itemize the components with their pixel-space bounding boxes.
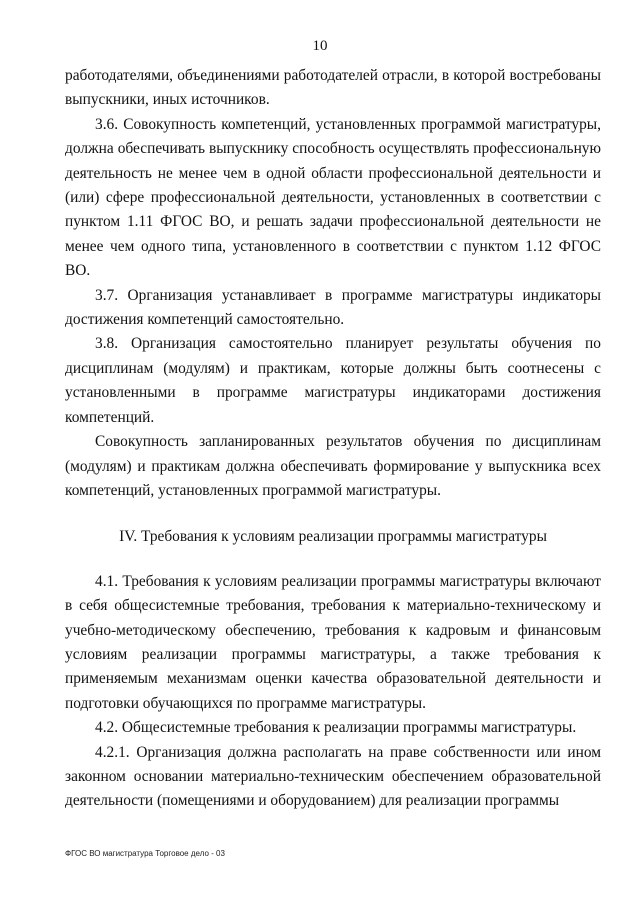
page-footer: ФГОС ВО магистратура Торговое дело - 03 [65,849,225,858]
paragraph-3-7: 3.7. Организация устанавливает в программе магистратуры индикаторы достижения компетенций самостоятельно. [65,286,601,329]
paragraph-3-6: 3.6. Совокупность компетенций, установленных программой магистратуры, должна обеспечивать выпускнику способность осуществлять профессиональную деятельность не менее чем в одной области профессиональной деятельности и (или) сфере профессиональной деятельности, установленных в соответствии с пунктом 1.11 ФГОС ВО, и решать задачи профессиональной деятельности не менее чем одного типа, установленного в соответствии с пунктом 1.12 ФГОС ВО. [65,115,601,280]
paragraph-3-8: 3.8. Организация самостоятельно планирует результаты обучения по дисциплинам (модулям) и практикам, которые должны быть соотнесены с установленными в программе магистратуры индикаторами достижения компетенций. [65,335,601,426]
page-number: 10 [312,38,328,54]
paragraph-4-2-1: 4.2.1. Организация должна располагать на праве собственности или ином законном основании материально-техническим обеспечением образовательной деятельности (помещениями и оборудованием) для реализации программы [65,743,601,810]
paragraph-4-1: 4.1. Требования к условиям реализации программы магистратуры включают в себя общесистемные требования, требования к материально-техническому и учебно-методическому обеспечению, требования к кадровым и финансовым условиям реализации программы магистратуры, а также требования к применяемым механизмам оценки качества образовательной деятельности и подготовки обучающихся по программе магистратуры. [65,572,601,712]
paragraph-continuation: работодателями, объединениями работодателей отрасли, в которой востребованы выпускники, иных источников. [65,67,601,109]
paragraph-aggregate-results: Совокупность запланированных результатов обучения по дисциплинам (модулям) и практикам должна обеспечивать формирование у выпускника всех компетенций, установленных программой магистратуры. [65,433,601,499]
page-body [65,64,601,814]
section-heading: IV. Требования к условиям реализации программы магистратуры [119,528,547,546]
paragraph-4-2: 4.2. Общесистемные требования к реализации программы магистратуры. [95,719,577,737]
